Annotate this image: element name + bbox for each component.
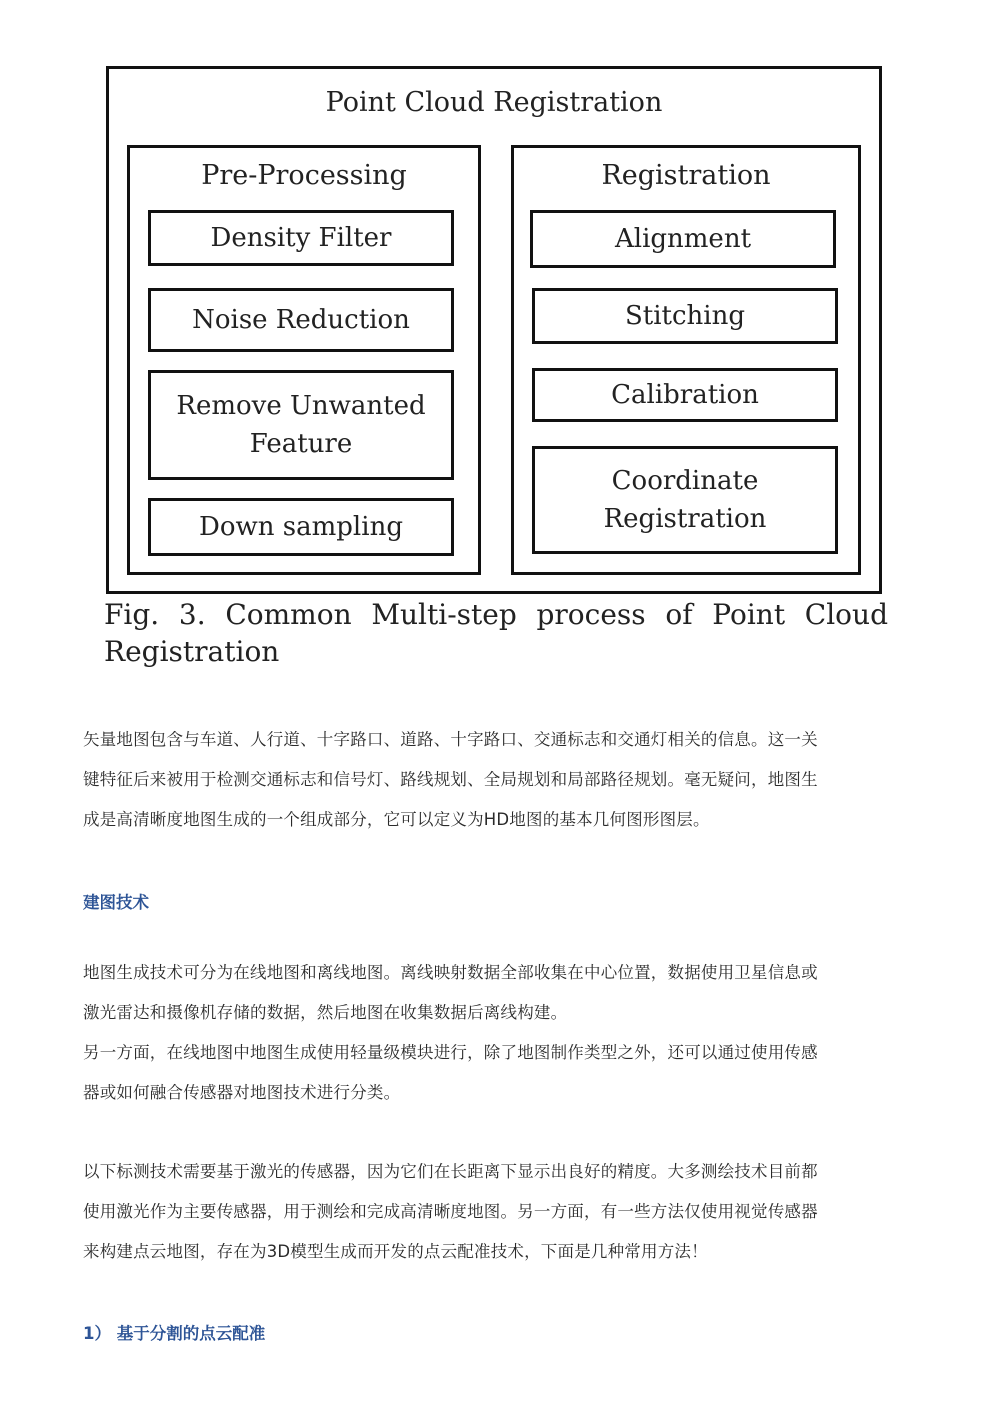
figure-caption <box>104 596 888 670</box>
step-calibration: Calibration <box>532 368 838 422</box>
caption-word: Multi-step <box>371 598 517 631</box>
text-line: 来构建点云地图，存在为3D模型生成而开发的点云配准技术，下面是几种常用方法！ <box>83 1242 708 1261</box>
caption-word: process <box>536 598 646 631</box>
caption-word: Point <box>712 598 786 631</box>
section-heading-segmentation-registration: 1） 基于分割的点云配准 <box>83 1324 266 1343</box>
text-line: 器或如何融合传感器对地图技术进行分类。 <box>83 1083 401 1102</box>
step-down-sampling: Down sampling <box>148 498 454 556</box>
preprocessing-title: Pre-Processing <box>201 160 407 191</box>
step-stitching: Stitching <box>532 288 838 344</box>
text-line: 另一方面，在线地图中地图生成使用轻量级模块进行，除了地图制作类型之外，还可以通过使用传感 <box>83 1043 818 1062</box>
registration-title: Registration <box>601 160 771 191</box>
preprocessing-panel <box>127 145 481 575</box>
caption-word: of <box>665 598 693 631</box>
text-line: 激光雷达和摄像机存储的数据，然后地图在收集数据后离线构建。 <box>83 1003 568 1022</box>
caption-word: Fig. <box>104 598 160 631</box>
step-alignment: Alignment <box>530 210 836 268</box>
paragraph-vector-map <box>83 720 911 840</box>
caption-word: Cloud <box>804 598 888 631</box>
step-density-filter: Density Filter <box>148 210 454 266</box>
text-line: 地图生成技术可分为在线地图和离线地图。离线映射数据全部收集在中心位置，数据使用卫星信息或 <box>83 963 818 982</box>
section-heading-mapping-techniques: 建图技术 <box>83 893 149 912</box>
text-line: 使用激光作为主要传感器，用于测绘和完成高清晰度地图。另一方面，有一些方法仅使用视觉传感器 <box>83 1202 818 1221</box>
text-line: 矢量地图包含与车道、人行道、十字路口、道路、十字路口、交通标志和交通灯相关的信息。这一关 <box>83 730 818 749</box>
text-line: 以下标测技术需要基于激光的传感器，因为它们在长距离下显示出良好的精度。大多测绘技术目前都 <box>83 1162 818 1181</box>
caption-line-1 <box>104 596 888 633</box>
step-coordinate-registration: Coordinate Registration <box>532 446 838 554</box>
step-remove-unwanted-feature: Remove Unwanted Feature <box>148 370 454 480</box>
registration-panel <box>511 145 861 575</box>
paragraph-online-offline <box>83 953 911 1113</box>
caption-word: Common <box>225 598 352 631</box>
caption-line-2: Registration <box>104 635 280 668</box>
figure-title: Point Cloud Registration <box>325 87 663 118</box>
step-noise-reduction: Noise Reduction <box>148 288 454 352</box>
text-line: 成是高清晰度地图生成的一个组成部分，它可以定义为HD地图的基本几何图形图层。 <box>83 810 710 829</box>
figure-diagram <box>106 66 882 594</box>
text-line: 键特征后来被用于检测交通标志和信号灯、路线规划、全局规划和局部路径规划。毫无疑问，地图生 <box>83 770 818 789</box>
caption-word: 3. <box>178 598 206 631</box>
paragraph-laser-sensors <box>83 1152 911 1272</box>
